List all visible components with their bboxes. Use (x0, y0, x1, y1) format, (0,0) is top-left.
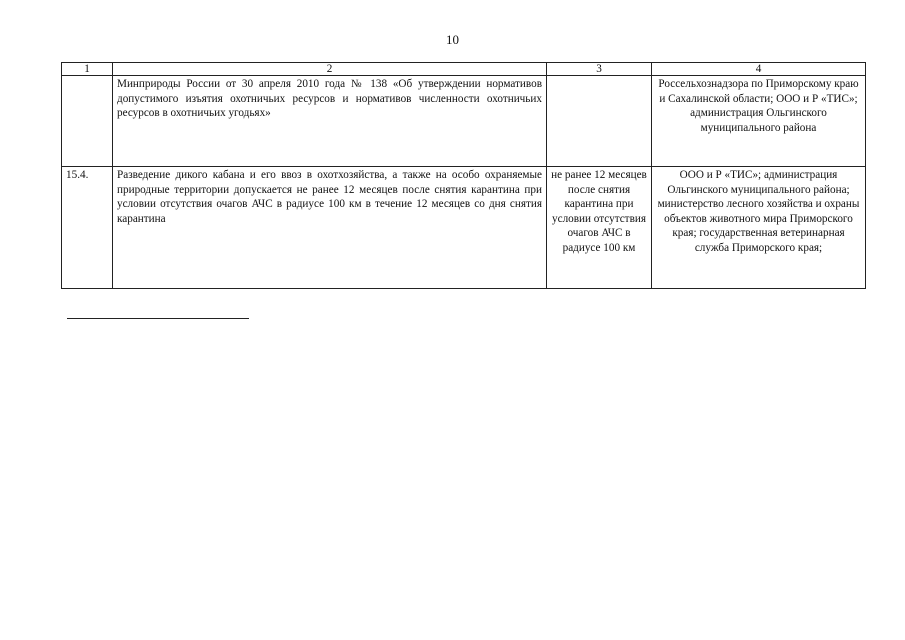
table-row (62, 76, 866, 167)
responsible-cell: Россельхознадзора по Приморскому краю и Сахалинской области; ООО и Р «ТИС»; администрация Ольгинского муниципального района (652, 76, 866, 167)
row-number-cell: 15.4. (62, 167, 113, 289)
table-row (62, 167, 866, 289)
column-header-2: 2 (113, 63, 547, 76)
measure-text-cell: Минприроды России от 30 апреля 2010 года № 138 «Об утверждении нормативов допустимого изъятия охотничьих ресурсов и нормативов численности охотничьих ресурсов в охотничьих угодьях» (113, 76, 547, 167)
page-number: 10 (446, 32, 459, 47)
measures-table (61, 62, 866, 289)
column-header-1: 1 (62, 63, 113, 76)
term-cell (547, 76, 652, 167)
term-cell: не ранее 12 месяцев после снятия карантина при условии отсутствия очагов АЧС в радиусе 100 км (547, 167, 652, 289)
table-header-row (62, 63, 866, 76)
row-number-cell (62, 76, 113, 167)
measure-text-cell: Разведение дикого кабана и его ввоз в охотхозяйства, а также на особо охраняемые природные территории допускается не ранее 12 месяцев после снятия карантина при условии отсутствия очагов АЧС в радиусе 100 км в течение 12 месяцев со дня снятия карантина (113, 167, 547, 289)
footnote-separator (67, 318, 249, 319)
column-header-4: 4 (652, 63, 866, 76)
responsible-cell: ООО и Р «ТИС»; администрация Ольгинского муниципального района; министерство лесного хозяйства и охраны объектов животного мира Приморского края; государственная ветеринарная служба Приморского края; (652, 167, 866, 289)
column-header-3: 3 (547, 63, 652, 76)
